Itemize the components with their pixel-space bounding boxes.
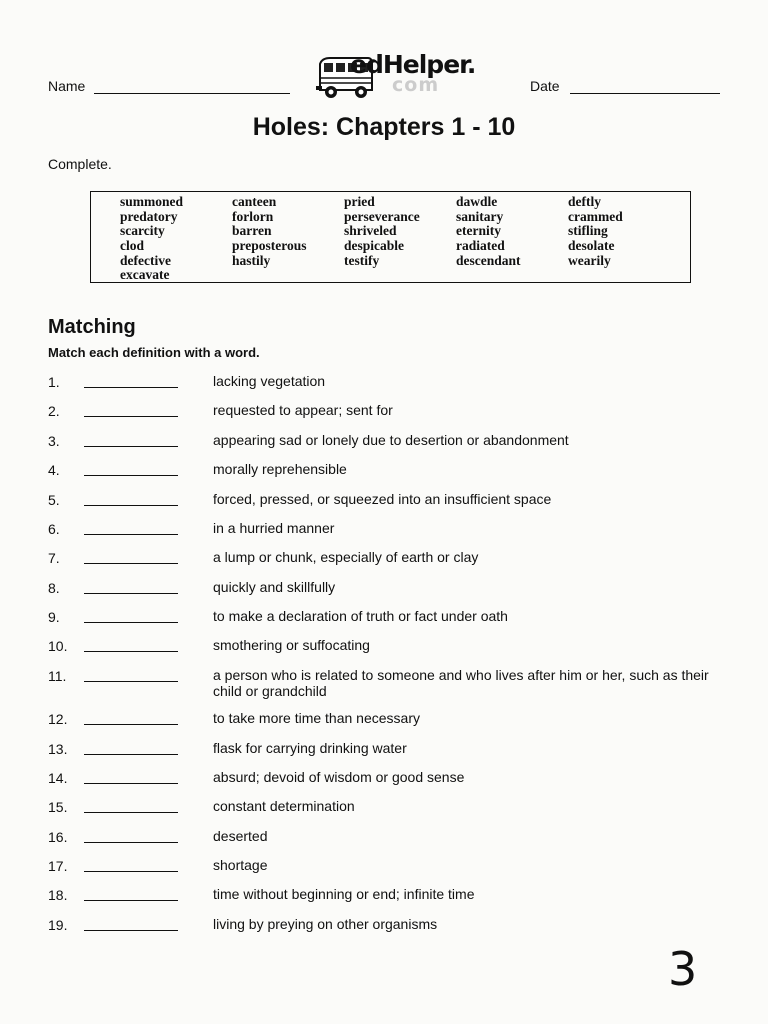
word-bank-word: summoned	[120, 194, 184, 209]
item-number: 1.	[48, 374, 60, 390]
answer-blank[interactable]	[84, 871, 178, 872]
word-bank-word: despicable	[344, 238, 405, 254]
item-number: 16.	[48, 829, 68, 845]
definition-text: lacking vegetation	[213, 373, 326, 389]
matching-item	[0, 492, 768, 512]
answer-blank[interactable]	[84, 622, 178, 623]
definition-text: flask for carrying drinking water	[213, 740, 407, 756]
definition-text: absurd; devoid of wisdom or good sense	[213, 769, 465, 785]
item-number: 13.	[48, 741, 68, 757]
word-bank-word: sanitary	[456, 208, 504, 224]
word-bank-word: forlorn	[232, 208, 274, 224]
item-number: 17.	[48, 858, 68, 874]
matching-item	[0, 403, 768, 423]
answer-blank[interactable]	[84, 842, 178, 843]
matching-item	[0, 521, 768, 541]
answer-blank[interactable]	[84, 783, 178, 784]
logo-text: edHelper.	[350, 50, 476, 79]
definition-text: quickly and skillfully	[213, 579, 336, 595]
matching-item	[0, 858, 768, 878]
date-blank[interactable]	[570, 93, 720, 94]
word-bank-word: clod	[120, 238, 145, 254]
word-bank	[90, 191, 691, 283]
matching-item	[0, 550, 768, 570]
word-bank-word: preposterous	[232, 238, 307, 254]
item-number: 2.	[48, 403, 60, 419]
definition-text: deserted	[213, 828, 268, 844]
item-number: 19.	[48, 917, 68, 933]
item-number: 11.	[48, 668, 67, 684]
word-bank-word: hastily	[232, 252, 271, 268]
word-bank-word: dawdle	[456, 194, 498, 209]
matching-item	[0, 667, 768, 699]
matching-item	[0, 711, 768, 731]
word-bank-word: wearily	[568, 252, 611, 268]
answer-blank[interactable]	[84, 593, 178, 594]
definition-text: smothering or suffocating	[213, 637, 370, 653]
word-bank-word: perseverance	[344, 208, 420, 224]
answer-blank[interactable]	[84, 387, 178, 388]
matching-item	[0, 580, 768, 600]
word-bank-word: eternity	[456, 223, 501, 239]
answer-blank[interactable]	[84, 681, 178, 682]
definition-text: to make a declaration of truth or fact under oath	[213, 608, 508, 624]
definition-text: morally reprehensible	[213, 461, 347, 477]
word-bank-word: defective	[120, 252, 171, 268]
matching-item	[0, 433, 768, 453]
name-blank[interactable]	[94, 93, 290, 94]
answer-blank[interactable]	[84, 724, 178, 725]
word-bank-word: desolate	[568, 238, 615, 254]
section-subtitle: Match each definition with a word.	[48, 345, 260, 360]
answer-blank[interactable]	[84, 651, 178, 652]
word-bank-word: scarcity	[120, 223, 165, 239]
definition-text: in a hurried manner	[213, 520, 335, 536]
word-bank-word: testify	[344, 252, 380, 268]
item-number: 7.	[48, 550, 60, 566]
item-number: 12.	[48, 711, 68, 727]
answer-blank[interactable]	[84, 416, 178, 417]
definition-text: forced, pressed, or squeezed into an insufficient space	[213, 491, 552, 507]
word-bank-word: canteen	[232, 194, 277, 209]
item-number: 10.	[48, 638, 68, 654]
instruction-text: Complete.	[48, 156, 112, 172]
name-label: Name	[48, 78, 86, 94]
definition-text: a lump or chunk, especially of earth or clay	[213, 549, 479, 565]
matching-item	[0, 609, 768, 629]
definition-text: living by preying on other organisms	[213, 916, 438, 932]
answer-blank[interactable]	[84, 900, 178, 901]
definition-text: a person who is related to someone and who lives after him or her, such as their child or grandchild	[213, 667, 709, 699]
item-number: 3.	[48, 433, 60, 449]
item-number: 18.	[48, 887, 68, 903]
date-label: Date	[530, 78, 560, 94]
logo-com: com	[392, 74, 440, 96]
matching-item	[0, 462, 768, 482]
answer-blank[interactable]	[84, 563, 178, 564]
item-number: 4.	[48, 462, 60, 478]
matching-item	[0, 638, 768, 658]
word-bank-word: stifling	[568, 223, 608, 239]
page-title: Holes: Chapters 1 - 10	[252, 113, 516, 141]
definition-text: time without beginning or end; infinite time	[213, 886, 475, 902]
word-bank-grid	[120, 195, 680, 283]
definition-text: appearing sad or lonely due to desertion or abandonment	[213, 432, 569, 448]
word-bank-word: excavate	[120, 267, 170, 283]
answer-blank[interactable]	[84, 534, 178, 535]
word-bank-word: predatory	[120, 208, 178, 224]
item-number: 8.	[48, 580, 60, 596]
definition-text: shortage	[213, 857, 268, 873]
word-bank-word: barren	[232, 223, 272, 239]
word-bank-word: pried	[344, 194, 375, 209]
item-number: 9.	[48, 609, 60, 625]
word-bank-word: radiated	[456, 238, 505, 254]
answer-blank[interactable]	[84, 475, 178, 476]
answer-blank[interactable]	[84, 812, 178, 813]
section-title: Matching	[48, 316, 136, 338]
matching-item	[0, 829, 768, 849]
answer-blank[interactable]	[84, 930, 178, 931]
edhelper-logo	[316, 50, 476, 108]
matching-item	[0, 917, 768, 937]
matching-item	[0, 799, 768, 819]
definition-text: requested to appear; sent for	[213, 402, 393, 418]
answer-blank[interactable]	[84, 505, 178, 506]
item-number: 14.	[48, 770, 68, 786]
word-bank-word: shriveled	[344, 223, 397, 239]
matching-item	[0, 374, 768, 394]
word-bank-word: descendant	[456, 252, 521, 268]
word-bank-word: crammed	[568, 208, 623, 224]
definition-text: to take more time than necessary	[213, 710, 420, 726]
item-number: 6.	[48, 521, 60, 537]
definition-text: constant determination	[213, 798, 355, 814]
word-bank-word: deftly	[568, 194, 601, 209]
answer-blank[interactable]	[84, 754, 178, 755]
matching-item	[0, 741, 768, 761]
item-number: 15.	[48, 799, 68, 815]
matching-item	[0, 770, 768, 790]
page-number: 3	[668, 942, 698, 996]
answer-blank[interactable]	[84, 446, 178, 447]
matching-item	[0, 887, 768, 907]
item-number: 5.	[48, 492, 60, 508]
